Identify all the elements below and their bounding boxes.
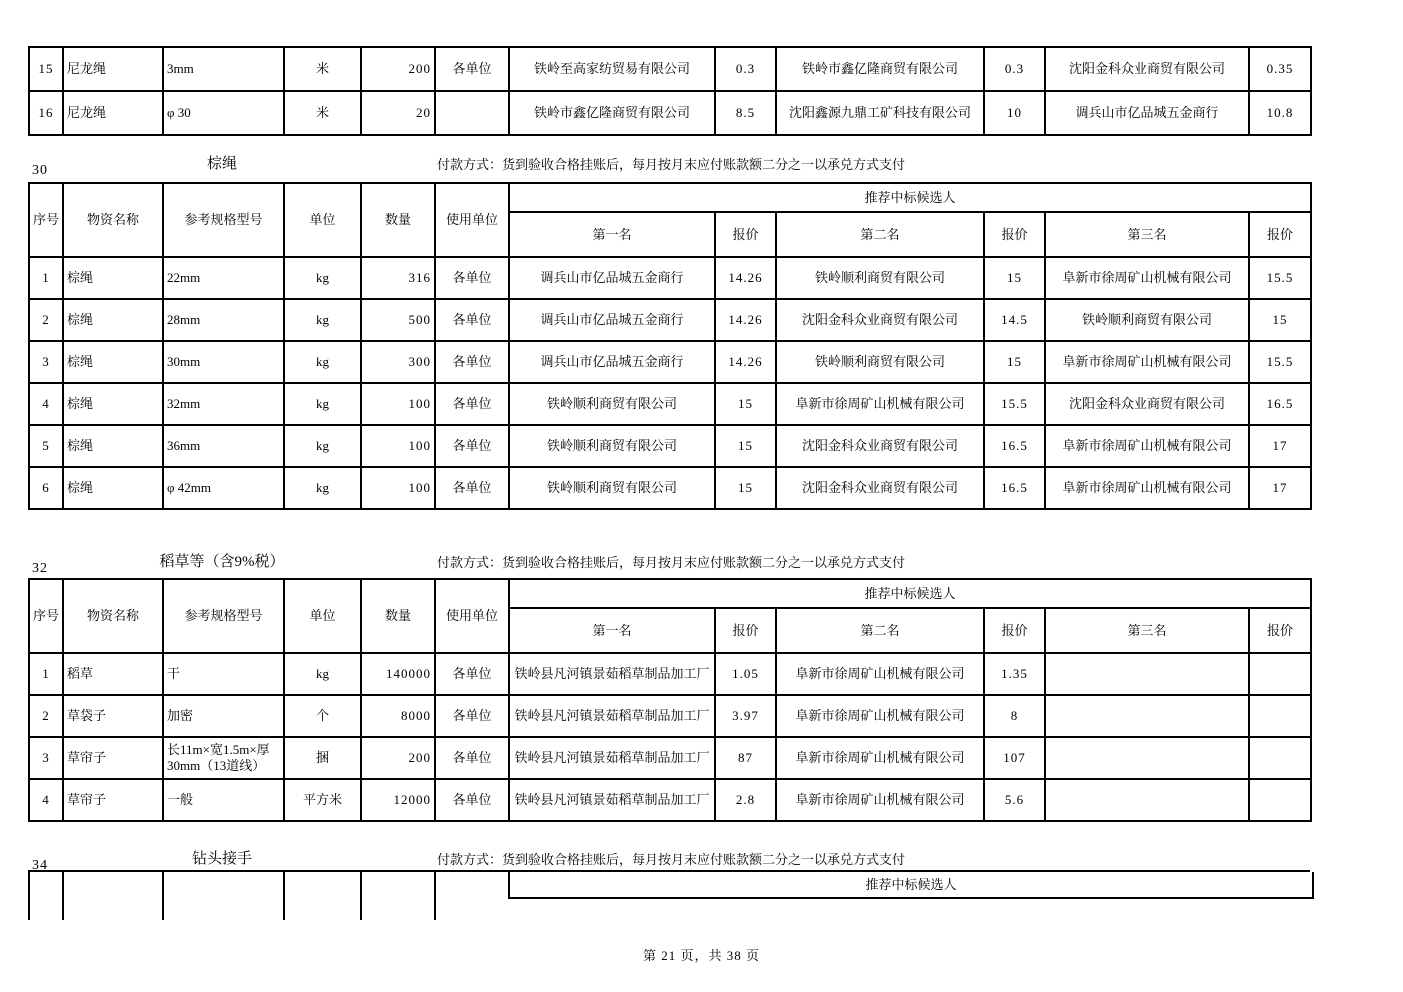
cell-seq: 1: [29, 257, 63, 299]
cell-user: [435, 91, 509, 135]
cell-qty: 20: [361, 91, 435, 135]
cell-price2: 1.35: [984, 653, 1045, 695]
cell-spec: 加密: [163, 695, 284, 737]
table-row: [29, 257, 1311, 299]
table-palm-rope: [28, 182, 1312, 510]
cell-name: 棕绳: [63, 467, 163, 509]
cell-unit: 米: [284, 91, 361, 135]
cell-first: 调兵山市亿品城五金商行: [509, 257, 715, 299]
cell-qty: 12000: [361, 779, 435, 821]
cell-second: 阜新市徐周矿山机械有限公司: [776, 695, 984, 737]
table-row: [29, 467, 1311, 509]
page-number: 第 21 页，共 38 页: [642, 948, 760, 963]
cell-price2: 10: [984, 91, 1045, 135]
table-row: [29, 383, 1311, 425]
grid-line: [434, 872, 436, 920]
cell-seq: 6: [29, 467, 63, 509]
col-header-third: 第三名: [1045, 212, 1249, 257]
cell-second: 沈阳金科众业商贸有限公司: [776, 425, 984, 467]
col-header-price3: 报价: [1249, 212, 1311, 257]
col-header-qty: 数量: [361, 579, 435, 653]
grid-line: [62, 872, 64, 920]
cell-first: 铁岭顺利商贸有限公司: [509, 383, 715, 425]
cell-unit: kg: [284, 425, 361, 467]
cell-user: 各单位: [435, 467, 509, 509]
col-header-qty: 数量: [361, 183, 435, 257]
cell-price2: 15: [984, 341, 1045, 383]
cell-price3: [1249, 779, 1311, 821]
cell-spec: 一般: [163, 779, 284, 821]
cell-qty: 8000: [361, 695, 435, 737]
cell-second: 铁岭市鑫亿隆商贸有限公司: [776, 47, 984, 91]
cell-name: 草帘子: [63, 737, 163, 779]
col-header-second: 第二名: [776, 608, 984, 653]
table-row: [29, 299, 1311, 341]
cell-qty: 100: [361, 383, 435, 425]
cell-name: 棕绳: [63, 257, 163, 299]
cell-first: 铁岭县凡河镇景茹稻草制品加工厂: [509, 737, 715, 779]
col-header-price3: 报价: [1249, 608, 1311, 653]
cell-unit: kg: [284, 383, 361, 425]
header-row-top: [29, 183, 1311, 212]
cell-qty: 200: [361, 47, 435, 91]
cell-spec: 长11m×宽1.5m×厚30mm（13道线）: [163, 737, 284, 779]
cell-name: 草帘子: [63, 779, 163, 821]
section-32-heading: [28, 548, 1310, 580]
cell-qty: 316: [361, 257, 435, 299]
cell-second: 阜新市徐周矿山机械有限公司: [776, 653, 984, 695]
cell-price2: 0.3: [984, 47, 1045, 91]
cell-seq: 5: [29, 425, 63, 467]
cell-third: 阜新市徐周矿山机械有限公司: [1045, 425, 1249, 467]
cell-user: 各单位: [435, 341, 509, 383]
cell-price1: 15: [715, 383, 776, 425]
table-drill-adapter-partial: [28, 870, 1310, 924]
cell-user: 各单位: [435, 653, 509, 695]
cell-user: 各单位: [435, 383, 509, 425]
cell-spec: φ 42mm: [163, 467, 284, 509]
cell-qty: 200: [361, 737, 435, 779]
col-header-user: 使用单位: [435, 579, 509, 653]
col-header-price2: 报价: [984, 212, 1045, 257]
cell-unit: 米: [284, 47, 361, 91]
cell-price1: 14.26: [715, 299, 776, 341]
col-header-name: 物资名称: [63, 579, 163, 653]
cell-third: [1045, 695, 1249, 737]
cell-price2: 16.5: [984, 467, 1045, 509]
cell-price2: 15.5: [984, 383, 1045, 425]
cell-unit: 个: [284, 695, 361, 737]
cell-user: 各单位: [435, 779, 509, 821]
section-number: 32: [32, 561, 48, 576]
cell-user: 各单位: [435, 425, 509, 467]
table-row: [29, 779, 1311, 821]
col-header-unit: 单位: [284, 579, 361, 653]
col-header-user: 使用单位: [435, 183, 509, 257]
cell-spec: 32mm: [163, 383, 284, 425]
cell-price3: [1249, 695, 1311, 737]
section-30-heading: [28, 150, 1310, 182]
section-title: 钻头接手: [191, 851, 252, 867]
cell-seq: 2: [29, 695, 63, 737]
cell-price1: 15: [715, 425, 776, 467]
grid-line: [360, 872, 362, 920]
cell-user: 各单位: [435, 299, 509, 341]
cell-price3: 15: [1249, 299, 1311, 341]
cell-unit: kg: [284, 257, 361, 299]
cell-price3: 17: [1249, 467, 1311, 509]
col-header-seq: 序号: [29, 579, 63, 653]
cell-spec: 3mm: [163, 47, 284, 91]
cell-name: 棕绳: [63, 341, 163, 383]
cell-unit: kg: [284, 467, 361, 509]
cell-price3: 15.5: [1249, 341, 1311, 383]
cell-price3: 17: [1249, 425, 1311, 467]
cell-unit: kg: [284, 299, 361, 341]
cell-first: 铁岭县凡河镇景茹稻草制品加工厂: [509, 695, 715, 737]
col-header-first: 第一名: [509, 212, 715, 257]
cell-price2: 8: [984, 695, 1045, 737]
cell-price3: 0.35: [1249, 47, 1311, 91]
cell-price1: 3.97: [715, 695, 776, 737]
col-header-candidates: 推荐中标候选人: [509, 579, 1311, 608]
cell-third: 沈阳金科众业商贸有限公司: [1045, 47, 1249, 91]
cell-price2: 14.5: [984, 299, 1045, 341]
cell-name: 稻草: [63, 653, 163, 695]
cell-second: 沈阳金科众业商贸有限公司: [776, 467, 984, 509]
cell-third: 调兵山市亿品城五金商行: [1045, 91, 1249, 135]
cell-qty: 300: [361, 341, 435, 383]
cell-seq: 3: [29, 341, 63, 383]
cell-third: 铁岭顺利商贸有限公司: [1045, 299, 1249, 341]
cell-spec: 30mm: [163, 341, 284, 383]
cell-price3: [1249, 737, 1311, 779]
cell-unit: 平方米: [284, 779, 361, 821]
cell-price1: 8.5: [715, 91, 776, 135]
col-header-price1: 报价: [715, 212, 776, 257]
cell-unit: 捆: [284, 737, 361, 779]
col-header-third: 第三名: [1045, 608, 1249, 653]
col-header-candidates: 推荐中标候选人: [509, 183, 1311, 212]
cell-price2: 5.6: [984, 779, 1045, 821]
cell-user: 各单位: [435, 257, 509, 299]
cell-seq: 1: [29, 653, 63, 695]
cell-price1: 15: [715, 467, 776, 509]
col-header-first: 第一名: [509, 608, 715, 653]
cell-price2: 107: [984, 737, 1045, 779]
table-nylon-rope-continued: [28, 46, 1312, 136]
col-header-spec: 参考规格型号: [163, 579, 284, 653]
cell-second: 铁岭顺利商贸有限公司: [776, 257, 984, 299]
col-header-name: 物资名称: [63, 183, 163, 257]
cell-third: 沈阳金科众业商贸有限公司: [1045, 383, 1249, 425]
cell-price1: 0.3: [715, 47, 776, 91]
cell-seq: 3: [29, 737, 63, 779]
col-header-candidates: 推荐中标候选人: [508, 872, 1314, 899]
cell-price1: 87: [715, 737, 776, 779]
cell-name: 棕绳: [63, 299, 163, 341]
grid-line: [28, 872, 30, 920]
cell-first: 铁岭市鑫亿隆商贸有限公司: [509, 91, 715, 135]
table-row: [29, 341, 1311, 383]
cell-seq: 15: [29, 47, 63, 91]
cell-spec: 干: [163, 653, 284, 695]
col-header-seq: 序号: [29, 183, 63, 257]
grid-line: [283, 872, 285, 920]
cell-second: 沈阳金科众业商贸有限公司: [776, 299, 984, 341]
cell-third: 阜新市徐周矿山机械有限公司: [1045, 341, 1249, 383]
cell-first: 铁岭县凡河镇景茹稻草制品加工厂: [509, 653, 715, 695]
col-header-second: 第二名: [776, 212, 984, 257]
cell-second: 阜新市徐周矿山机械有限公司: [776, 383, 984, 425]
cell-spec: φ 30: [163, 91, 284, 135]
cell-first: 铁岭顺利商贸有限公司: [509, 425, 715, 467]
col-header-price1: 报价: [715, 608, 776, 653]
payment-terms: 付款方式：货到验收合格挂账后，每月按月末应付账款额二分之一以承兑方式支付: [437, 555, 906, 570]
cell-second: 铁岭顺利商贸有限公司: [776, 341, 984, 383]
cell-name: 棕绳: [63, 383, 163, 425]
col-header-price2: 报价: [984, 608, 1045, 653]
table-row: [29, 91, 1311, 135]
cell-third: 阜新市徐周矿山机械有限公司: [1045, 257, 1249, 299]
payment-terms: 付款方式：货到验收合格挂账后，每月按月末应付账款额二分之一以承兑方式支付: [437, 157, 906, 172]
section-number: 34: [32, 858, 48, 873]
cell-seq: 2: [29, 299, 63, 341]
col-header-unit: 单位: [284, 183, 361, 257]
grid-line: [162, 872, 164, 920]
cell-second: 阜新市徐周矿山机械有限公司: [776, 779, 984, 821]
header-row-top: [29, 579, 1311, 608]
cell-seq: 4: [29, 383, 63, 425]
cell-qty: 500: [361, 299, 435, 341]
cell-price1: 2.8: [715, 779, 776, 821]
cell-first: 铁岭至高家纺贸易有限公司: [509, 47, 715, 91]
section-title: 棕绳: [206, 156, 237, 172]
cell-price3: 15.5: [1249, 257, 1311, 299]
cell-first: 铁岭县凡河镇景茹稻草制品加工厂: [509, 779, 715, 821]
table-row: [29, 737, 1311, 779]
cell-price1: 14.26: [715, 257, 776, 299]
section-number: 30: [32, 163, 48, 178]
cell-price3: [1249, 653, 1311, 695]
cell-spec: 28mm: [163, 299, 284, 341]
cell-third: [1045, 737, 1249, 779]
cell-second: 阜新市徐周矿山机械有限公司: [776, 737, 984, 779]
cell-seq: 16: [29, 91, 63, 135]
cell-unit: kg: [284, 653, 361, 695]
cell-third: 阜新市徐周矿山机械有限公司: [1045, 467, 1249, 509]
cell-price2: 15: [984, 257, 1045, 299]
cell-name: 尼龙绳: [63, 47, 163, 91]
cell-qty: 140000: [361, 653, 435, 695]
table-row: [29, 653, 1311, 695]
table-row: [29, 47, 1311, 91]
table-row: [29, 695, 1311, 737]
table-row: [29, 425, 1311, 467]
cell-first: 调兵山市亿品城五金商行: [509, 299, 715, 341]
cell-user: 各单位: [435, 47, 509, 91]
cell-price3: 10.8: [1249, 91, 1311, 135]
cell-qty: 100: [361, 467, 435, 509]
cell-name: 尼龙绳: [63, 91, 163, 135]
cell-user: 各单位: [435, 695, 509, 737]
cell-price3: 16.5: [1249, 383, 1311, 425]
cell-price1: 1.05: [715, 653, 776, 695]
col-header-spec: 参考规格型号: [163, 183, 284, 257]
cell-name: 棕绳: [63, 425, 163, 467]
cell-user: 各单位: [435, 737, 509, 779]
cell-qty: 100: [361, 425, 435, 467]
cell-price1: 14.26: [715, 341, 776, 383]
cell-unit: kg: [284, 341, 361, 383]
cell-seq: 4: [29, 779, 63, 821]
cell-name: 草袋子: [63, 695, 163, 737]
cell-spec: 22mm: [163, 257, 284, 299]
cell-third: [1045, 779, 1249, 821]
payment-terms: 付款方式：货到验收合格挂账后，每月按月末应付账款额二分之一以承兑方式支付: [437, 852, 906, 867]
cell-price2: 16.5: [984, 425, 1045, 467]
cell-first: 铁岭顺利商贸有限公司: [509, 467, 715, 509]
cell-second: 沈阳鑫源九鼎工矿科技有限公司: [776, 91, 984, 135]
section-title: 稻草等（含9%税）: [159, 554, 285, 570]
cell-third: [1045, 653, 1249, 695]
cell-first: 调兵山市亿品城五金商行: [509, 341, 715, 383]
cell-spec: 36mm: [163, 425, 284, 467]
table-straw-goods: [28, 578, 1312, 822]
